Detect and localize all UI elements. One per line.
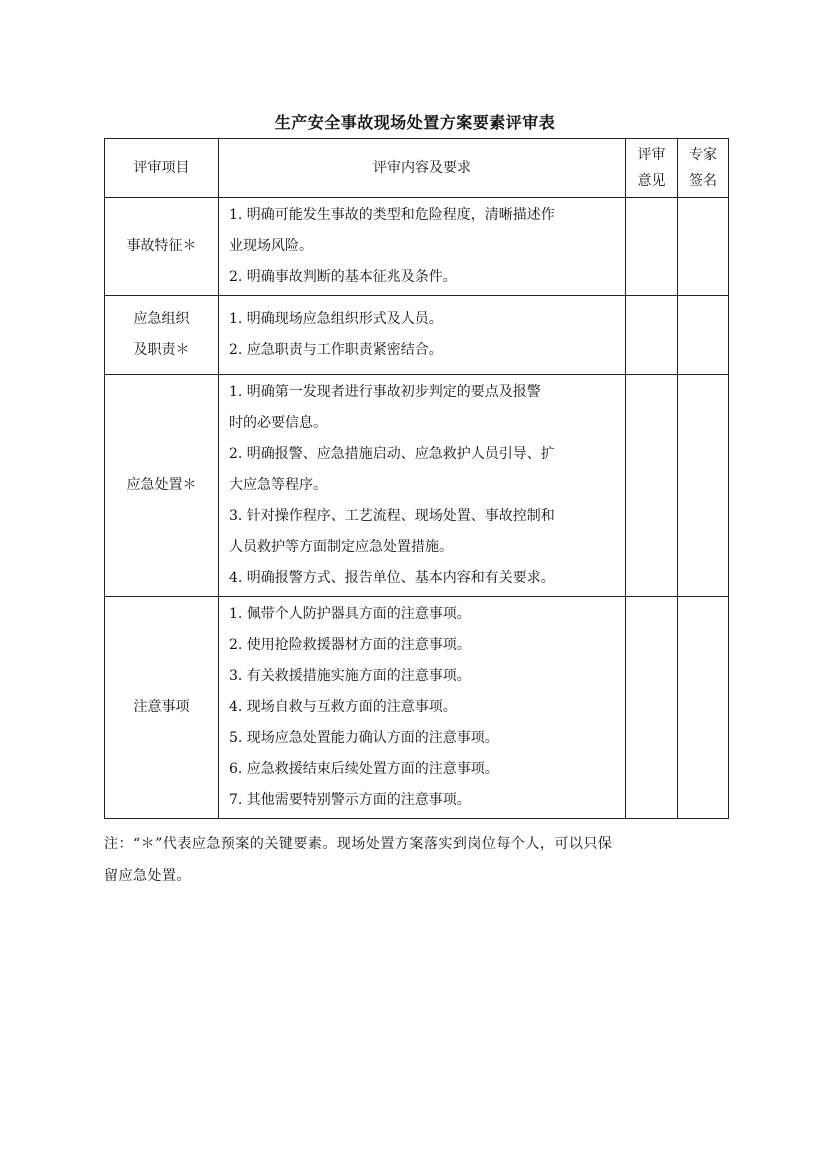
table-row	[105, 198, 729, 296]
header-item: 评审项目	[105, 139, 219, 198]
signature-cell[interactable]	[678, 375, 729, 597]
content-line: 4. 明确报警方式、报告单位、基本内容和有关要求。	[229, 570, 555, 586]
content-line: 大应急等程序。	[229, 477, 327, 493]
content-line: 5. 现场应急处置能力确认方面的注意事项。	[229, 730, 499, 746]
review-table	[104, 138, 729, 819]
row-content	[219, 296, 626, 375]
row-item-emergency-response: 应急处置＊	[105, 375, 219, 597]
table-header-row	[105, 139, 729, 198]
document-title: 生产安全事故现场处置方案要素评审表	[274, 113, 556, 132]
table-row	[105, 296, 729, 375]
content-line: 2. 明确报警、应急措施启动、应急救护人员引导、扩	[229, 446, 555, 462]
footnote: 注：“＊”代表应急预案的关键要素。现场处置方案落实到岗位每个人，可以只保 留应急处置。	[104, 836, 613, 884]
content-line: 业现场风险。	[229, 238, 313, 254]
row-item-accident-features: 事故特征＊	[105, 198, 219, 296]
content-line: 3. 有关救援措施实施方面的注意事项。	[229, 668, 471, 684]
content-line: 1. 明确第一发现者进行事故初步判定的要点及报警	[229, 384, 541, 400]
header-content: 评审内容及要求	[219, 139, 626, 198]
row-content	[219, 375, 626, 597]
content-line: 时的必要信息。	[229, 415, 327, 431]
opinion-cell[interactable]	[626, 296, 678, 375]
content-line: 1. 明确可能发生事故的类型和危险程度，清晰描述作	[229, 207, 555, 223]
content-line: 1. 佩带个人防护器具方面的注意事项。	[229, 606, 471, 622]
content-line: 人员救护等方面制定应急处置措施。	[229, 539, 453, 555]
row-item-precautions: 注意事项	[105, 597, 219, 819]
opinion-cell[interactable]	[626, 198, 678, 296]
content-line: 2. 应急职责与工作职责紧密结合。	[229, 342, 443, 358]
signature-cell[interactable]	[678, 597, 729, 819]
signature-cell[interactable]	[678, 296, 729, 375]
signature-cell[interactable]	[678, 198, 729, 296]
content-line: 6. 应急救援结束后续处置方面的注意事项。	[229, 761, 499, 777]
content-line: 4. 现场自救与互救方面的注意事项。	[229, 699, 457, 715]
header-signature: 专家 签名	[678, 139, 729, 198]
content-line: 2. 明确事故判断的基本征兆及条件。	[229, 269, 457, 285]
opinion-cell[interactable]	[626, 597, 678, 819]
row-content	[219, 198, 626, 296]
row-item-emergency-organization: 应急组织 及职责＊	[105, 296, 219, 375]
content-line: 3. 针对操作程序、工艺流程、现场处置、事故控制和	[229, 508, 555, 524]
table-row	[105, 597, 729, 819]
header-opinion: 评审 意见	[626, 139, 678, 198]
table-row	[105, 375, 729, 597]
opinion-cell[interactable]	[626, 375, 678, 597]
row-content	[219, 597, 626, 819]
content-line: 2. 使用抢险救援器材方面的注意事项。	[229, 637, 471, 653]
content-line: 1. 明确现场应急组织形式及人员。	[229, 311, 443, 327]
content-line: 7. 其他需要特别警示方面的注意事项。	[229, 792, 471, 808]
